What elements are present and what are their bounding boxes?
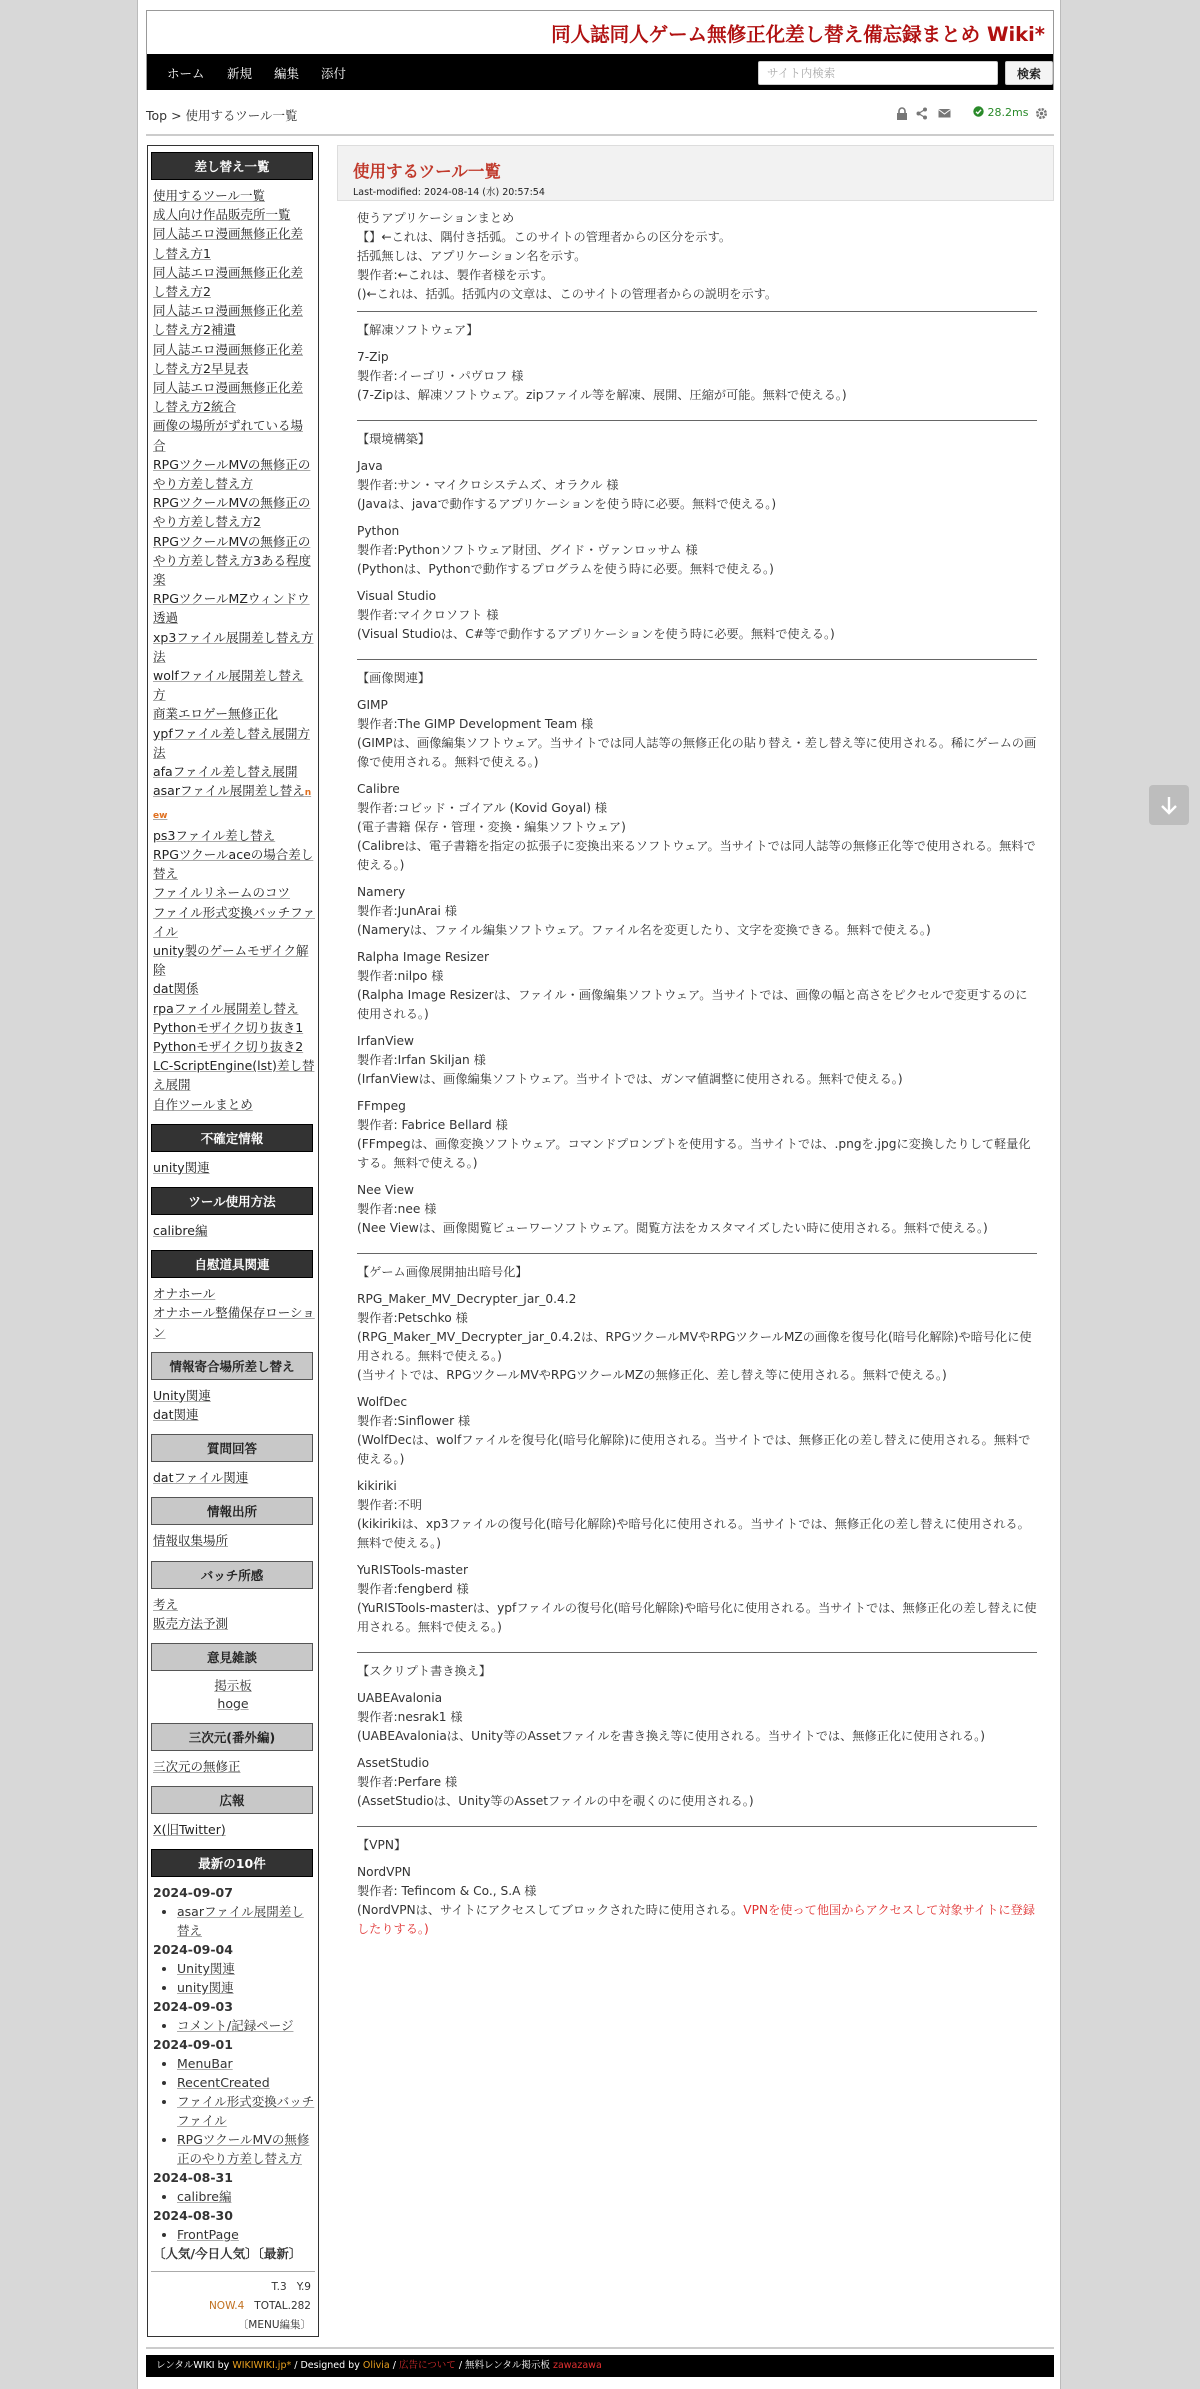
sidebar-link-label: 成人向け作品販売所一覧 [153,207,291,223]
sidebar-link[interactable] [151,1405,315,1424]
recent-link[interactable]: calibre編 [177,2189,232,2205]
sidebar-link[interactable] [151,1158,315,1177]
recent-item [177,2187,315,2206]
tool-detail: 製作者:コビッド・ゴイアル (Kovid Goyal) 様 [357,801,608,815]
spacer [151,1424,315,1432]
spacer [357,1385,1037,1393]
sidebar-link[interactable] [151,724,315,762]
spacer [151,1487,315,1495]
spacer [357,1637,1037,1645]
sidebar-link-label: ypfファイル差し替え展開方法 [153,725,310,760]
intro-line: 使うアプリケーションまとめ [357,211,515,225]
sidebar-link-label: asarファイル展開差し替え [153,783,305,799]
sidebar-link-label: 商業エロゲー無修正化 [153,706,279,722]
sidebar-link[interactable] [151,1386,315,1405]
sidebar-heading: 自慰道具関連 [151,1250,313,1278]
sidebar-link-label: RPGツクールaceの場合差し替え [153,846,314,882]
sidebar-link-label: Pythonモザイク切り抜き2 [153,1038,304,1054]
page-tools [896,107,976,121]
nav-edit[interactable]: 編集 [274,66,300,81]
section-heading: 【VPN】 [357,1838,407,1852]
tool-name: Calibre [357,782,400,796]
site-title[interactable]: 同人誌同人ゲーム無修正化差し替え備忘録まとめ Wiki* [551,23,1045,46]
sidebar-link[interactable] [151,704,315,723]
spacer [357,1469,1037,1477]
recent-item [177,1902,315,1940]
tool-detail: (AssetStudioは、Unity等のAssetファイルの中を覗くのに使用される。) [357,1794,754,1808]
tool-detail: 製作者:サン・マイクロシステムズ、オラクル 様 [357,478,619,492]
footer-rental: レンタルWIKI by [156,2360,230,2371]
sidebar-heading: 差し替え一覧 [151,152,313,180]
spacer [357,1553,1037,1561]
tool-name: YuRISTools-master [357,1563,468,1577]
tool-detail: (当サイトでは、RPGツクールMVやRPGツクールMZの無修正化、差し替え等に使用される。無料で使える。) [357,1368,947,1382]
footer [146,2355,1054,2377]
recent-item [177,2054,315,2073]
sidebar-link[interactable] [151,224,315,262]
sidebar-link[interactable] [151,941,315,979]
popular-links[interactable]: 〔人気/今日人気〕〔最新〕 [153,2246,302,2262]
recent-link[interactable]: asarファイル展開差し替え [177,1904,304,1939]
navbar [147,54,1053,90]
section-divider [357,311,1037,312]
sidebar-heading-recent: 最新の10件 [151,1849,313,1877]
new-badge: new [153,788,312,821]
tool-detail: 製作者:fengberd 様 [357,1582,469,1596]
tool-name: IrfanView [357,1034,415,1048]
recent-item [177,1959,315,1978]
tool-name: Java [357,459,383,473]
tool-detail: (FFmpegは、画像変換ソフトウェア。コマンドプロンプトを使用する。当サイトでは、.pngを.jpgに変換したりして軽量化する。無料で使える。) [357,1137,1031,1170]
section-divider [357,659,1037,660]
sidebar-link[interactable] [151,532,315,590]
sidebar-link[interactable] [151,1468,315,1487]
tool-detail: 製作者:マイクロソフト 様 [357,608,499,622]
tool-name: AssetStudio [357,1756,430,1770]
sidebar-link[interactable] [151,1018,315,1037]
spacer [357,1939,1037,1947]
tool-name: 7-Zip [357,350,389,364]
recent-link[interactable]: コメント/記録ページ [177,2018,294,2034]
sidebar-link-label: LC-ScriptEngine(lst)差し替え展開 [153,1058,315,1093]
sidebar-link-label: 情報収集場所 [153,1533,229,1549]
sidebar-link-label: Pythonモザイク切り抜き1 [153,1019,304,1035]
sidebar-link-label: オナホール [153,1286,216,1302]
sidebar-heading: 不確定情報 [151,1124,313,1152]
section-heading: 【解凍ソフトウェア】 [357,323,479,337]
recent-link[interactable]: RPGツクールMVの無修正のやり方差し替え方 [177,2132,310,2167]
spacer [357,875,1037,883]
sidebar-link[interactable] [151,589,315,627]
spacer [151,1839,315,1847]
sidebar-link-label: 同人誌エロ漫画無修正化差し替え方2補遺 [153,303,304,338]
footer-zawazawa-link[interactable]: zawazawa [552,2360,602,2371]
recent-date: 2024-09-04 [153,1942,233,1958]
sidebar-link-label: 同人誌エロ漫画無修正化差し替え方2早見表 [153,341,304,376]
spacer [151,1776,315,1784]
tool-detail: 製作者:Sinflower 様 [357,1414,471,1428]
sidebar-link[interactable] [151,186,315,205]
recent-item [177,2016,315,2035]
recent-item [177,2225,315,2244]
sidebar-link[interactable] [151,1056,315,1094]
section-divider [357,1652,1037,1653]
sidebar-heading: バッチ所感 [151,1561,313,1589]
menu-edit-link[interactable]: 〔MENU編集〕 [237,2319,311,2332]
sidebar-link[interactable] [151,263,315,301]
spacer [357,1746,1037,1754]
sidebar-link[interactable] [151,1037,315,1056]
sidebar-link[interactable] [151,781,315,825]
last-modified: Last-modified: 2024-08-14 (水) 20:57:54 [353,187,545,198]
tool-detail: 製作者:イーゴリ・パヴロフ 様 [357,369,524,383]
sidebar-link-label: オナホール整備保存ローション [153,1305,315,1340]
tool-detail: 製作者: Tefincom & Co., S.A 様 [357,1884,537,1898]
sidebar-link-label: Unity関連 [153,1387,211,1403]
sidebar-link-label: unity関連 [153,1159,210,1175]
recent-list [151,2054,315,2168]
tool-name: FFmpeg [357,1099,406,1113]
footer-ad-link[interactable]: 広告について [398,2360,456,2371]
tool-name: Namery [357,885,406,899]
arrow-down-icon [1149,785,1189,825]
sidebar-heading: 三次元(番外編) [151,1723,313,1751]
sidebar-link-label: 使用するツール一覧 [153,188,266,203]
page-content [357,209,1037,1947]
sidebar-link-label: ファイル形式変換バッチファイル [153,904,316,939]
spacer [357,514,1037,522]
sidebar-link-label: dat関係 [153,981,199,997]
sidebar-link-label: 考え [153,1596,179,1612]
sidebar-link-label: RPGツクールMVの無修正のやり方差し替え方2 [153,495,311,530]
section-heading: 【スクリプト書き換え】 [357,1664,492,1678]
recent-item [177,2073,315,2092]
sidebar-link-label: X(旧Twitter) [153,1822,226,1838]
spacer [151,1177,315,1185]
sidebar-link[interactable] [151,340,315,378]
recent-item [177,2092,315,2130]
tool-detail: (UABEAvaloniaは、Unity等のAssetファイルを書き換え等に使用される。当サイトでは、無修正化に使用される。) [357,1729,986,1743]
gear-icon[interactable] [1035,107,1048,123]
sidebar-link-label: 同人誌エロ漫画無修正化差し替え方2統合 [153,380,304,415]
recent-link[interactable]: MenuBar [177,2056,233,2072]
recent-date: 2024-09-03 [153,1999,233,2015]
tool-detail: 製作者: Fabrice Bellard 様 [357,1118,508,1132]
recent-date: 2024-08-30 [153,2208,233,2224]
sidebar-link-label: wolfファイル展開差し替え方 [153,668,304,703]
section-heading: 【環境構築】 [357,432,431,446]
sidebar-link[interactable] [151,1757,315,1776]
tool-detail: (kikirikiは、xp3ファイルの復号化(暗号化解除)や暗号化に使用される。当サイトでは、無修正化の差し替えに使用される。無料で使える。) [357,1517,1030,1550]
footer-olivia-link[interactable]: Olivia [362,2360,390,2371]
tool-detail: 製作者:nilpo 様 [357,969,444,983]
sidebar-link[interactable] [151,845,315,883]
tool-detail: (Ralpha Image Resizerは、ファイル・画像編集ソフトウェア。当サイトでは、画像の幅と高さをピクセルで変更するのに使用される。) [357,988,1028,1021]
nav-new[interactable]: 新規 [227,66,253,81]
intro-line: 製作者:←これは、製作者様を示す。 [357,268,554,282]
share-icon[interactable] [916,107,928,123]
tool-detail: 製作者:Perfare 様 [357,1775,458,1789]
search-button[interactable]: 検索 [1005,61,1053,85]
sidebar-link-label: 同人誌エロ漫画無修正化差し替え方2 [153,264,304,300]
sidebar-link-label: calibre編 [153,1222,208,1238]
spacer [357,772,1037,780]
sidebar-link-label: hoge [217,1695,249,1711]
recent-link[interactable]: FrontPage [177,2227,239,2243]
tool-name: Nee View [357,1183,414,1197]
sidebar-link[interactable] [151,416,315,454]
tool-detail: 製作者:nesrak1 様 [357,1710,463,1724]
tool-name: NordVPN [357,1865,411,1879]
spacer [151,1114,315,1122]
check-icon [973,106,984,117]
tool-name: RPG_Maker_MV_Decrypter_jar_0.4.2 [357,1292,577,1306]
counter-yesterday: Y.9 [296,2281,311,2294]
spacer [151,1551,315,1559]
sidebar-heading: 情報出所 [151,1497,313,1525]
tool-name: Ralpha Image Resizer [357,950,489,964]
sidebar-link-label: datファイル関連 [153,1470,249,1486]
section-divider [357,420,1037,421]
spacer [357,1173,1037,1181]
sidebar-link-label: 掲示板 [214,1677,252,1693]
page [137,0,1061,2389]
recent-link[interactable]: ファイル形式変換バッチファイル [177,2094,315,2129]
tool-detail [357,1901,1037,1939]
divider [146,2347,1054,2349]
tool-detail: 製作者:nee 様 [357,1202,437,1216]
sidebar-link[interactable] [151,1595,315,1614]
site-header [146,10,1054,90]
sidebar-link-label: 同人誌エロ漫画無修正化差し替え方1 [153,226,304,261]
tool-detail: 製作者:Irfan Skiljan 様 [357,1053,486,1067]
sidebar-link[interactable] [151,883,315,902]
recent-date: 2024-09-01 [153,2037,233,2053]
tool-detail: (GIMPは、画像編集ソフトウェア。当サイトでは同人誌等の無修正化の貼り替え・差し替え等に使用される。稀にゲームの画像で使用される。無料で使える。) [357,736,1037,769]
tool-detail: (YuRISTools-masterは、ypfファイルの復号化(暗号化解除)や暗号化に使用される。当サイトでは、無修正化の差し替えに使用される。無料で使える。) [357,1601,1037,1634]
footer-designed-by: / Designed by [294,2360,360,2371]
recent-link[interactable]: unity関連 [177,1980,234,1996]
tool-detail: 製作者:Petschko 様 [357,1311,468,1325]
breadcrumb[interactable]: Top > 使用するツール一覧 [146,108,298,123]
counter-today: T.3 [271,2281,287,2294]
sidebar-link[interactable] [151,666,315,704]
tool-detail: 製作者:JunArai 様 [357,904,457,918]
response-time: 28.2ms [973,106,1028,119]
scroll-down-button[interactable] [1149,785,1189,825]
sidebar-link[interactable] [151,999,315,1018]
sidebar-heading: 広報 [151,1786,313,1814]
spacer [357,405,1037,413]
sidebar-menu [147,145,319,2337]
sidebar-link[interactable] [151,1284,315,1303]
recent-list [151,2016,315,2035]
intro-line: ()←これは、括弧。括弧内の文章は、このサイトの管理者からの説明を示す。 [357,287,778,301]
recent-item [177,2130,315,2168]
tool-detail: (Calibreは、電子書籍を指定の拡張子に変換出来るソフトウェア。当サイトでは同人誌等の無修正化等で使用される。無料で使える。) [357,839,1036,872]
tool-detail: (電子書籍 保存・管理・変換・編集ソフトウェア) [357,820,626,834]
sidebar-heading: ツール使用方法 [151,1187,313,1215]
page-title: 使用するツール一覧 [353,162,501,181]
spacer [357,1238,1037,1246]
sidebar-link-label: 三次元の無修正 [153,1758,241,1774]
tool-detail: 製作者:不明 [357,1498,423,1512]
spacer [357,579,1037,587]
spacer [357,1024,1037,1032]
sidebar-link[interactable] [151,1614,315,1633]
lock-icon[interactable] [896,107,908,123]
sidebar-link[interactable] [151,1303,315,1341]
sidebar-link-label: ファイルリネームのコツ [153,885,291,901]
tool-detail: (Pythonは、Pythonで動作するプログラムを使う時に必要。無料で使える。) [357,562,774,576]
tool-name: Python [357,524,400,538]
sidebar-link[interactable] [151,205,315,224]
sidebar-link[interactable] [151,1695,315,1713]
sidebar-link[interactable] [151,628,315,666]
sidebar-link[interactable] [151,455,315,493]
recent-link[interactable]: Unity関連 [177,1961,235,1977]
page-title-box [337,145,1054,201]
sidebar-link[interactable] [151,903,315,941]
recent-list [151,2225,315,2244]
footer-wikiwiki-link[interactable]: WIKIWIKI.jp* [232,2360,292,2371]
sidebar-link[interactable] [151,1531,315,1550]
sidebar-link-label: 販売方法予測 [153,1615,229,1631]
spacer [357,644,1037,652]
recent-link[interactable]: RecentCreated [177,2075,270,2091]
counter-total: TOTAL.282 [254,2300,311,2313]
sidebar-link[interactable] [151,762,315,781]
tool-detail: (Nee Viewは、画像閲覧ビューワーソフトウェア。閲覧方法をカスタマイズしたい時に使用される。無料で使える。) [357,1221,988,1235]
spacer [357,1089,1037,1097]
sidebar-link-label: dat関連 [153,1406,199,1422]
section-divider [357,1253,1037,1254]
spacer [151,1240,315,1248]
access-counter [151,2278,315,2335]
tool-name: WolfDec [357,1395,408,1409]
tool-detail: (IrfanViewは、画像編集ソフトウェア。当サイトでは、ガンマ値調整に使用される。無料で使える。) [357,1072,903,1086]
divider [146,134,1054,136]
recent-list [151,1902,315,1940]
sidebar-link[interactable] [151,1677,315,1695]
spacer [151,1633,315,1641]
recent-list [151,1959,315,1997]
sidebar-link[interactable] [151,301,315,339]
tool-detail: (Visual Studioは、C#等で動作するアプリケーションを使う時に必要。無料で使える。) [357,627,835,641]
sidebar-link-label: 自作ツールまとめ [153,1096,253,1112]
tool-name: GIMP [357,698,388,712]
sidebar-link[interactable] [151,493,315,531]
spacer [151,1713,315,1721]
sidebar-link-label: RPGツクールMVの無修正のやり方差し替え方 [153,456,311,492]
sidebar-link[interactable] [151,1095,315,1114]
spacer [151,1342,315,1350]
counter-now: NOW.4 [208,2300,245,2313]
intro-line: 括弧無しは、アプリケーション名を示す。 [357,249,587,263]
tool-detail: (Javaは、javaで動作するアプリケーションを使う時に必要。無料で使える。) [357,497,777,511]
spacer [357,940,1037,948]
sidebar-link-label: rpaファイル展開差し替え [153,1000,299,1016]
tool-detail: (Nameryは、ファイル編集ソフトウェア。ファイル名を変更したり、文字を変換できる。無料で使える。) [357,923,931,937]
tool-detail: (RPG_Maker_MV_Decrypter_jar_0.4.2は、RPGツクールMVやRPGツクールMZの画像を復号化(暗号化解除)や暗号化に使用される。無料で使える。) [357,1330,1032,1363]
divider [151,2271,315,2272]
search-input[interactable] [758,61,998,85]
sidebar-link[interactable] [151,378,315,416]
sidebar-link-label: 画像の場所がずれている場合 [153,418,304,453]
vpn-desc-highlight: VPNを使って他国からアクセスして対象サイトに登録したりする。) [357,1903,1035,1936]
sidebar-link[interactable] [151,1820,315,1839]
recent-list [151,2187,315,2206]
sidebar-link-label: xp3ファイル展開差し替え方法 [153,629,314,664]
section-heading: 【ゲーム画像展開抽出暗号化】 [357,1265,528,1279]
sidebar-link-label: RPGツクールMVの無修正のやり方差し替え方3ある程度楽 [153,533,311,588]
recent-date: 2024-09-07 [153,1885,233,1901]
section-heading: 【画像関連】 [357,671,431,685]
tool-detail: 製作者:The GIMP Development Team 様 [357,717,594,731]
footer-separator: / [392,2360,396,2371]
sidebar-heading: 意見雑談 [151,1643,313,1671]
sidebar-link-label: afaファイル差し替え展開 [153,764,298,780]
sidebar-link-label: unity製のゲームモザイク解除 [153,942,309,978]
recent-item [177,1978,315,1997]
tool-detail: (WolfDecは、wolfファイルを復号化(暗号化解除)に使用される。当サイトでは、無修正化の差し替えに使用される。無料で使える。) [357,1433,1031,1466]
spacer [357,1811,1037,1819]
sidebar-link-label: RPGツクールMZウィンドウ透過 [153,591,310,626]
tool-detail: (7-Zipは、解凍ソフトウェア。zipファイル等を解凍、展開、圧縮が可能。無料で使える。) [357,388,847,402]
sidebar-link[interactable] [151,979,315,998]
tool-name: kikiriki [357,1479,397,1493]
nav-attach[interactable]: 添付 [321,66,347,81]
tool-detail: 製作者:Pythonソフトウェア財団、グイド・ヴァンロッサム 様 [357,543,698,557]
recent-date: 2024-08-31 [153,2170,233,2186]
sidebar-link[interactable] [151,826,315,845]
intro-line: 【】←これは、隅付き括弧。このサイトの管理者からの区分を示す。 [357,230,732,244]
sidebar-link-label: ps3ファイル差し替え [153,827,276,843]
tool-name: UABEAvalonia [357,1691,443,1705]
sidebar-link[interactable] [151,1221,315,1240]
sidebar-heading: 質問回答 [151,1434,313,1462]
sidebar-heading: 情報寄合場所差し替え [151,1352,313,1380]
nav-home[interactable]: ホーム [167,66,205,81]
mail-icon[interactable] [938,107,951,122]
footer-bbs: / 無料レンタル掲示板 [458,2360,550,2371]
tool-name: Visual Studio [357,589,437,603]
vpn-desc: (NordVPNは、サイトにアクセスしてブロックされた時に使用される。 [357,1903,744,1917]
section-divider [357,1826,1037,1827]
